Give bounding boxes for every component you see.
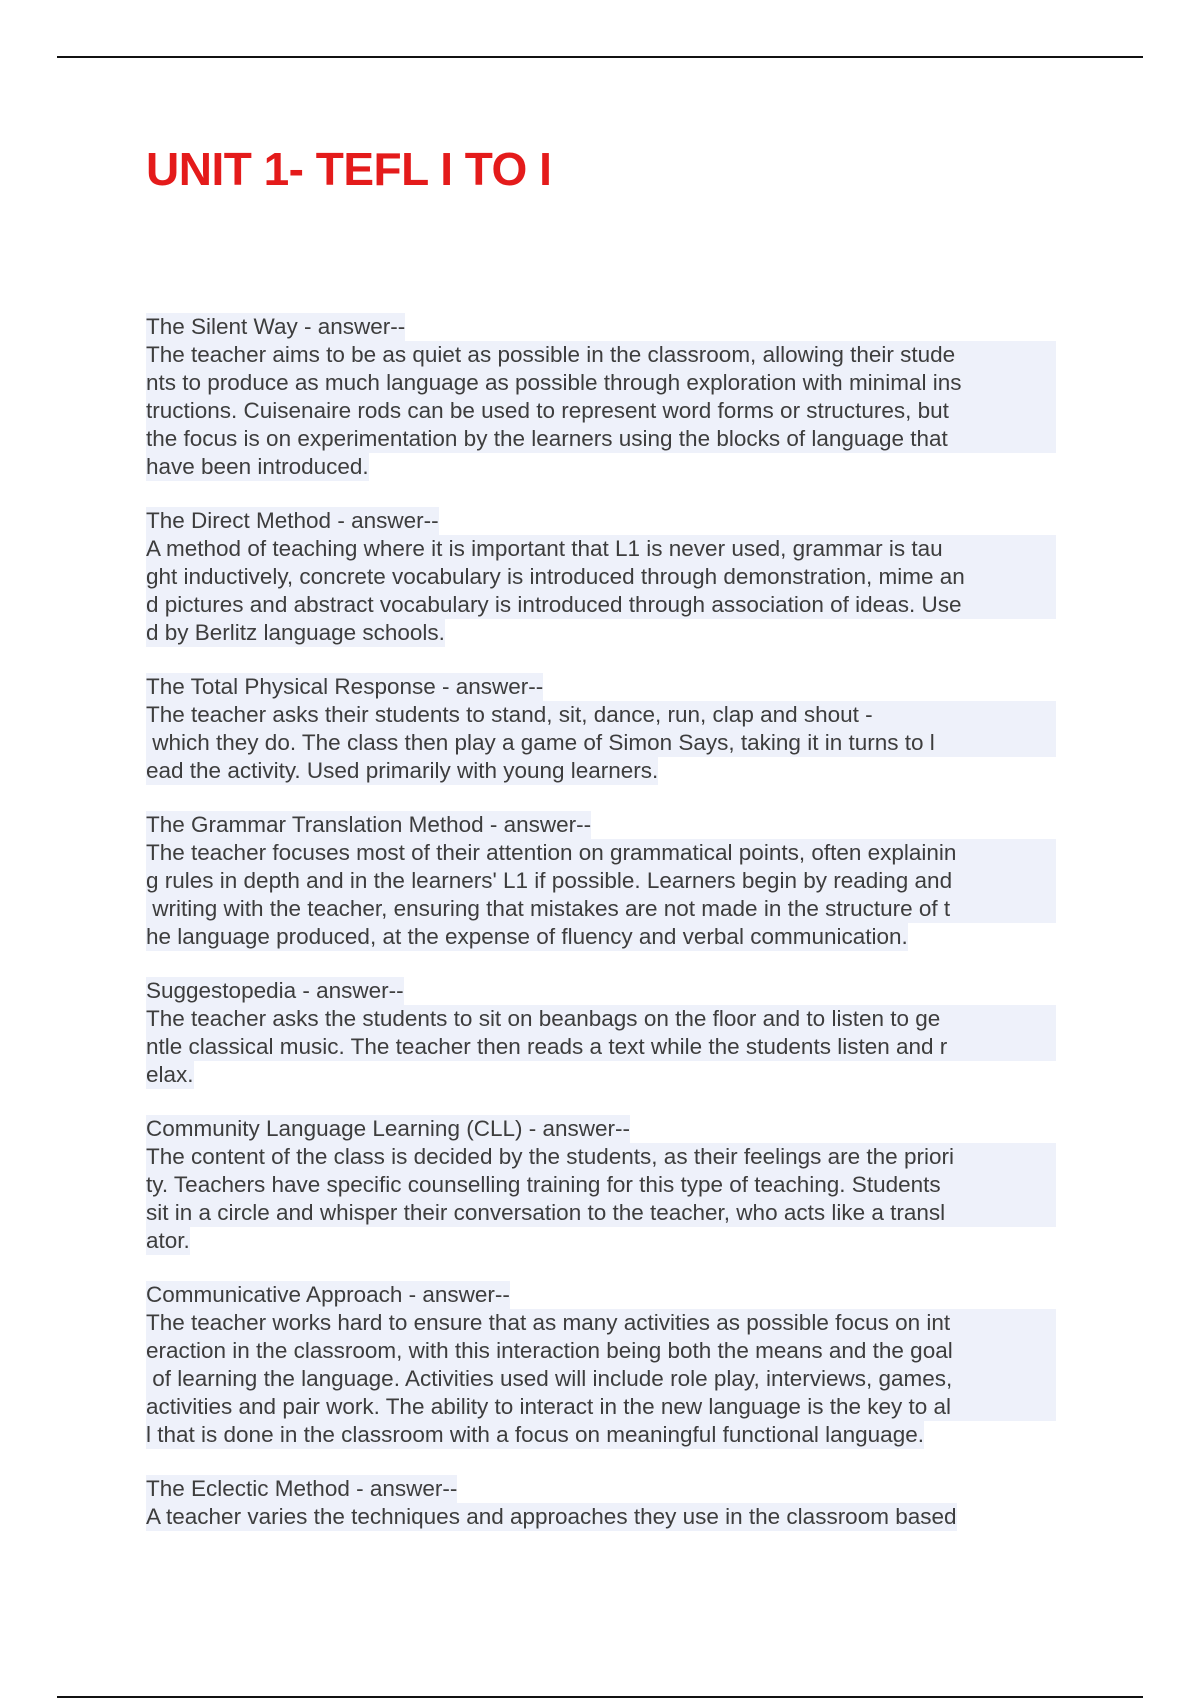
entry-definition-line: he language produced, at the expense of fluency and verbal communication. [146, 924, 908, 949]
glossary-entry [146, 507, 1056, 647]
entry-definition-line: have been introduced. [146, 454, 369, 479]
entry-definition-line: sit in a circle and whisper their conversation to the teacher, who acts like a transl [146, 1199, 1056, 1227]
glossary-entry [146, 673, 1056, 785]
entry-definition-line: eraction in the classroom, with this interaction being both the means and the goal [146, 1337, 1056, 1365]
glossary-entry [146, 811, 1056, 951]
entry-term: The Grammar Translation Method - answer-- [146, 812, 592, 837]
entry-term: The Direct Method - answer-- [146, 508, 439, 533]
entry-definition-line: tructions. Cuisenaire rods can be used to represent word forms or structures, but [146, 397, 1056, 425]
entry-definition-line: activities and pair work. The ability to interact in the new language is the key to al [146, 1393, 1056, 1421]
bottom-rule [57, 1696, 1143, 1698]
entry-definition-line: g rules in depth and in the learners' L1 if possible. Learners begin by reading and [146, 867, 1056, 895]
entry-definition-line: d by Berlitz language schools. [146, 620, 445, 645]
document-title: UNIT 1- TEFL I TO I [146, 143, 552, 195]
entry-term: Suggestopedia - answer-- [146, 978, 404, 1003]
entry-definition-line: The teacher asks their students to stand, sit, dance, run, clap and shout - [146, 701, 1056, 729]
entry-definition-line: ead the activity. Used primarily with young learners. [146, 758, 659, 783]
entry-definition-line: of learning the language. Activities used will include role play, interviews, games, [146, 1365, 1056, 1393]
entry-term: Communicative Approach - answer-- [146, 1282, 510, 1307]
entry-definition-line: The content of the class is decided by the students, as their feelings are the priori [146, 1143, 1056, 1171]
entry-definition-line: ght inductively, concrete vocabulary is introduced through demonstration, mime an [146, 563, 1056, 591]
glossary-entry [146, 1281, 1056, 1449]
entry-term: Community Language Learning (CLL) - answer-- [146, 1116, 630, 1141]
entry-definition-line: The teacher aims to be as quiet as possible in the classroom, allowing their stude [146, 341, 1056, 369]
top-rule [57, 56, 1143, 58]
entry-definition-line: The teacher asks the students to sit on beanbags on the floor and to listen to ge [146, 1005, 1056, 1033]
glossary-entry [146, 313, 1056, 481]
entry-definition-line: ntle classical music. The teacher then reads a text while the students listen and r [146, 1033, 1056, 1061]
entry-definition-line: d pictures and abstract vocabulary is introduced through association of ideas. Use [146, 591, 1056, 619]
document-body [146, 313, 1056, 1557]
entry-definition-line: elax. [146, 1062, 194, 1087]
entry-definition-line: A teacher varies the techniques and approaches they use in the classroom based [146, 1504, 957, 1529]
entry-definition-line: ator. [146, 1228, 190, 1253]
entry-definition-line: The teacher works hard to ensure that as many activities as possible focus on int [146, 1309, 1056, 1337]
entry-definition-line: the focus is on experimentation by the learners using the blocks of language that [146, 425, 1056, 453]
entry-definition-line: A method of teaching where it is important that L1 is never used, grammar is tau [146, 535, 1056, 563]
glossary-entry [146, 1115, 1056, 1255]
entry-definition-line: which they do. The class then play a game of Simon Says, taking it in turns to l [146, 729, 1056, 757]
entry-term: The Eclectic Method - answer-- [146, 1476, 458, 1501]
entry-definition-line: nts to produce as much language as possible through exploration with minimal ins [146, 369, 1056, 397]
entry-term: The Silent Way - answer-- [146, 314, 406, 339]
glossary-entry [146, 1475, 1056, 1531]
entry-definition-line: The teacher focuses most of their attention on grammatical points, often explainin [146, 839, 1056, 867]
entry-term: The Total Physical Response - answer-- [146, 674, 544, 699]
entry-definition-line: ty. Teachers have specific counselling training for this type of teaching. Students [146, 1171, 1056, 1199]
entry-definition-line: l that is done in the classroom with a focus on meaningful functional language. [146, 1422, 924, 1447]
glossary-entry [146, 977, 1056, 1089]
entry-definition-line: writing with the teacher, ensuring that mistakes are not made in the structure of t [146, 895, 1056, 923]
